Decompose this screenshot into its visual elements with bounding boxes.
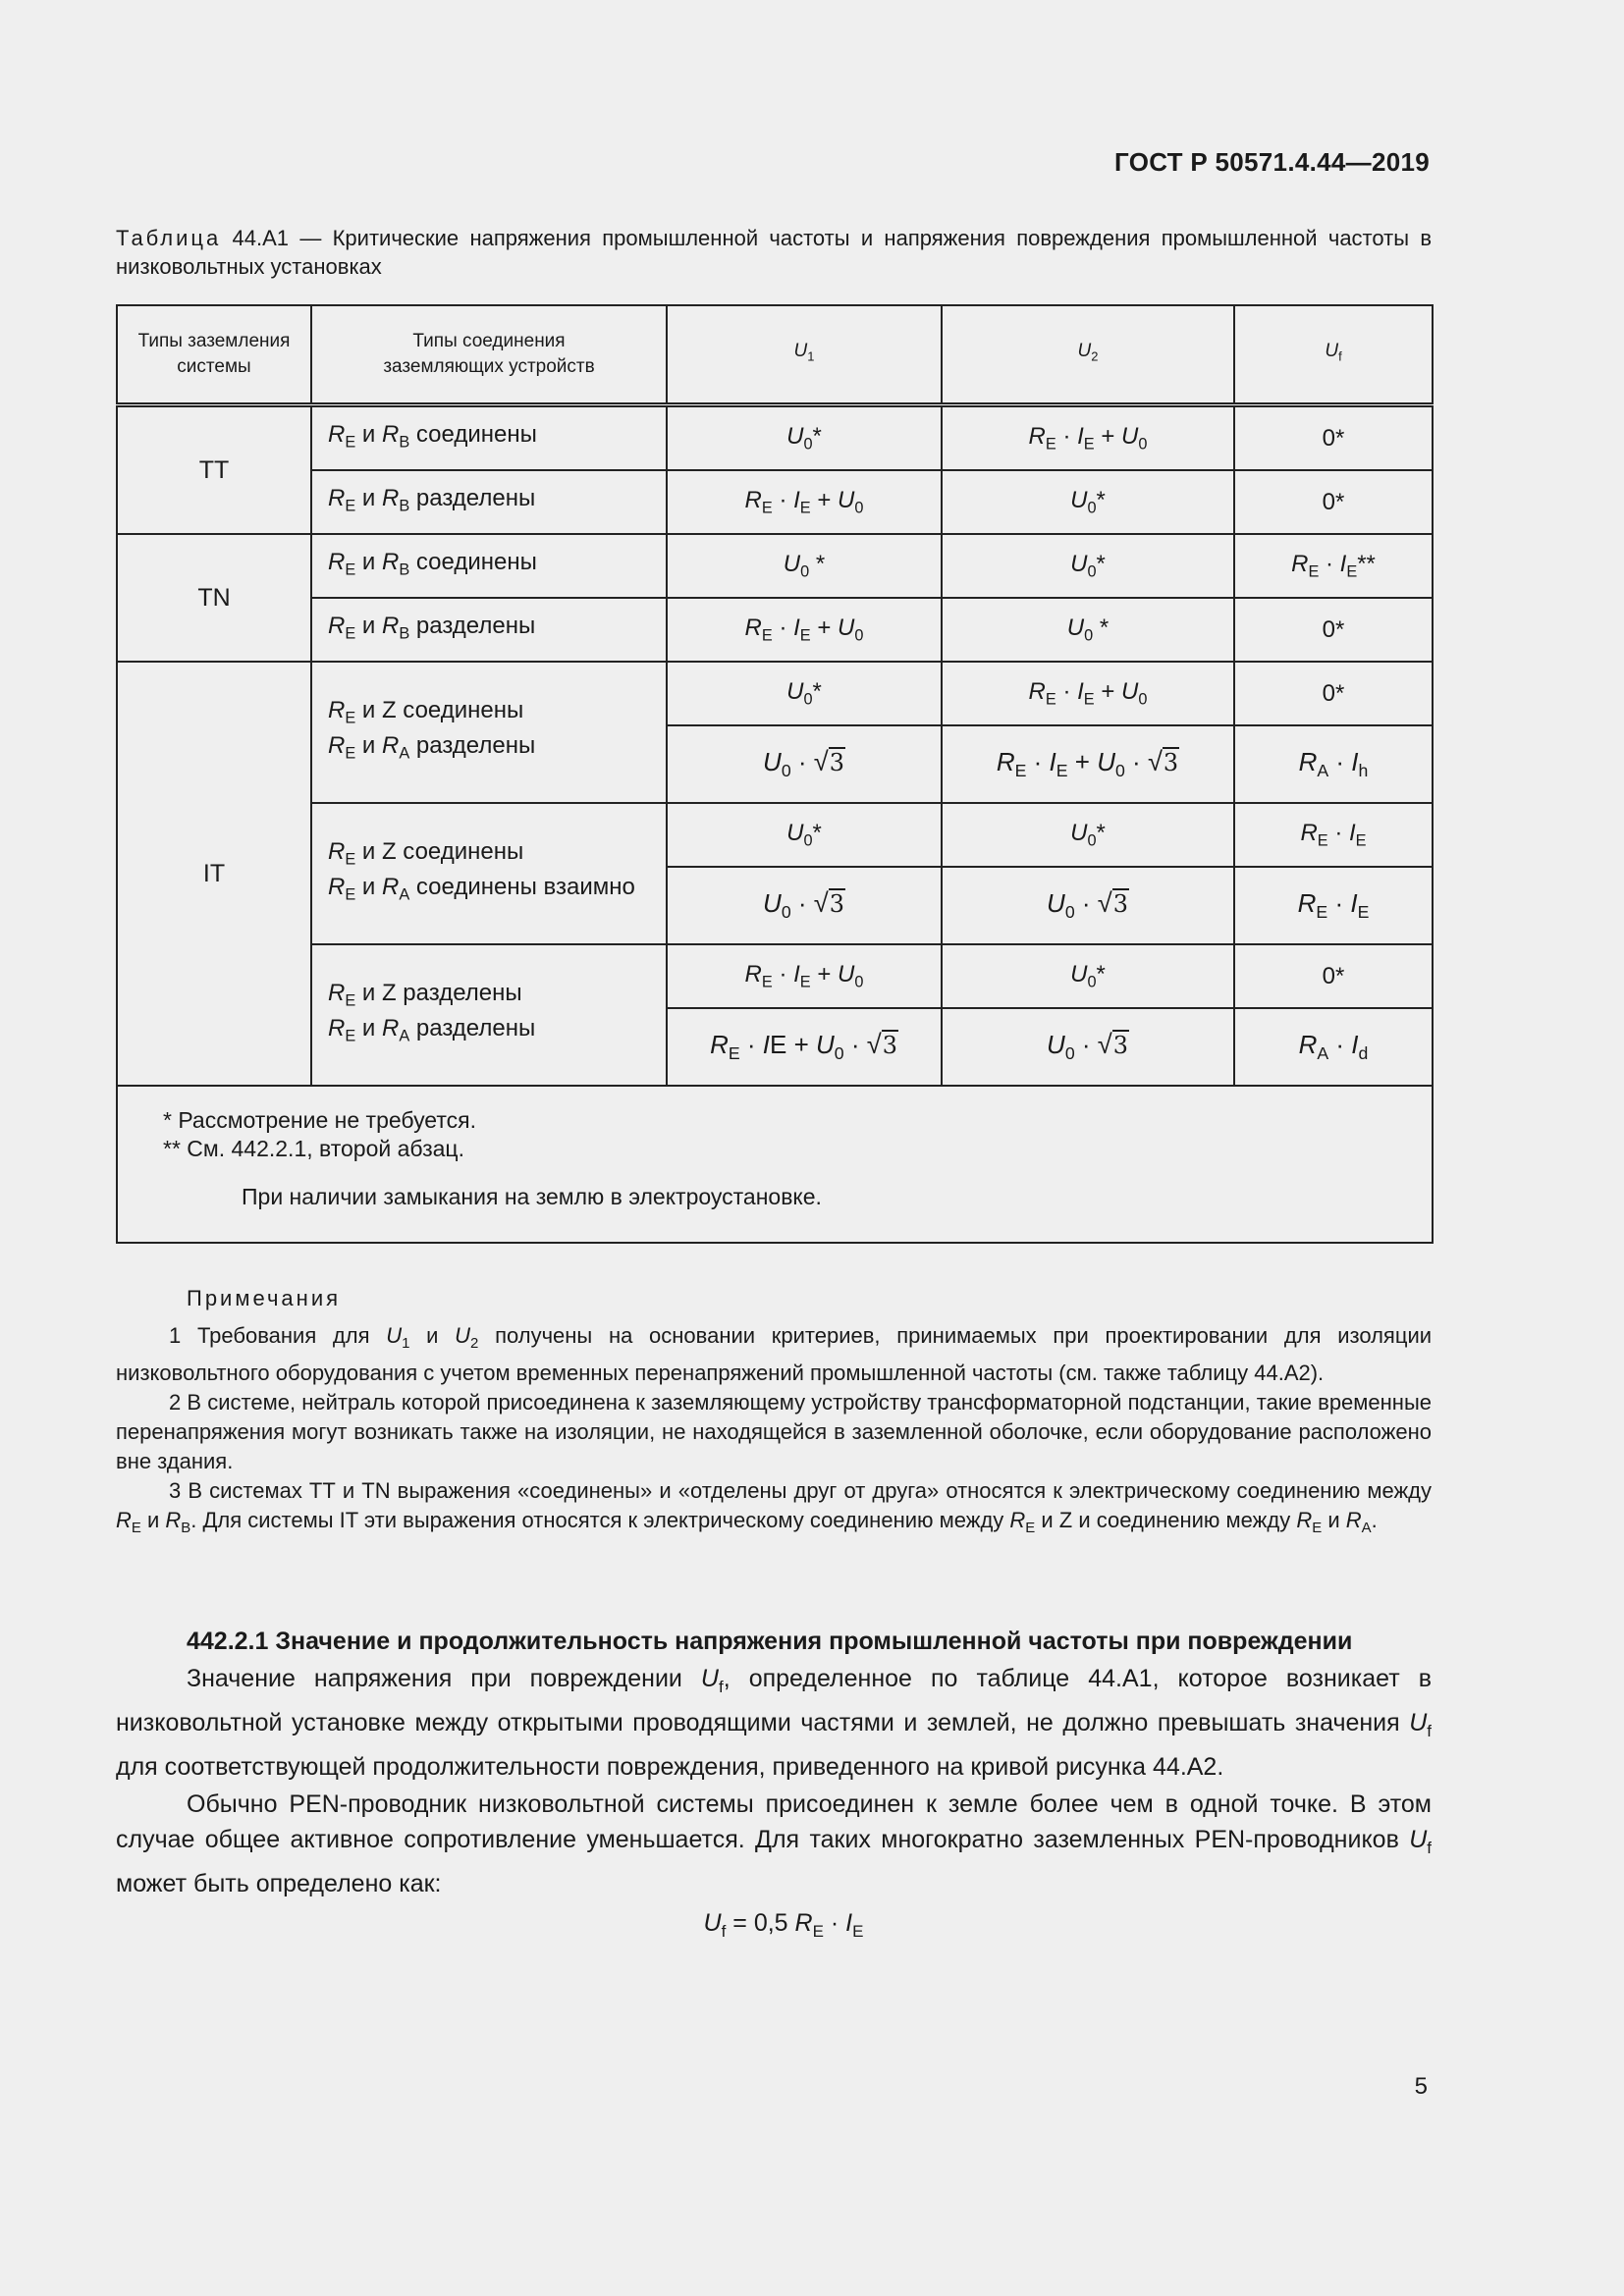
table-row (117, 944, 1433, 1008)
uf-cell: 0* (1234, 662, 1433, 725)
u2-cell: $R_E \cdot I_E + U_0$ (942, 405, 1234, 471)
u2-cell: $U_0$ * (942, 598, 1234, 662)
uf-cell: $R_E \cdot I_E**$ (1234, 534, 1433, 598)
formula: $U_f = 0,5$ $R_E \cdot I_E$ (703, 1908, 864, 1941)
u2-cell: $U_0*$ (942, 534, 1234, 598)
u2-cell: $U_0*$ (942, 470, 1234, 534)
notes-block (116, 1284, 1432, 1543)
header-connection-type: Типы соединения заземляющих устройств (311, 305, 667, 405)
u2-cell: $U_0 \cdot √3$ (942, 867, 1234, 944)
u2-cell: $U_0*$ (942, 944, 1234, 1008)
footnote-2: ** См. 442.2.1, второй абзац. (163, 1136, 464, 1161)
caption-prefix: Таблица (116, 226, 222, 250)
standard-designation: ГОСТ Р 50571.4.44—2019 (1114, 147, 1430, 177)
u2-cell: $R_E \cdot I_E + U_0 \cdot √3$ (942, 725, 1234, 803)
page-number: 5 (1414, 2073, 1428, 2100)
connection-cell: $R_E$ и Z соединены $R_E$ и $R_A$ разделены (311, 662, 667, 803)
u1-cell: $R_E \cdot I_E + U_0$ (667, 944, 942, 1008)
table-row (117, 803, 1433, 867)
section-body (116, 1624, 1432, 1949)
table-footnote-row (117, 1086, 1433, 1243)
connection-cell: $R_E$ и Z разделены $R_E$ и $R_A$ разделены (311, 944, 667, 1086)
uf-cell: 0* (1234, 944, 1433, 1008)
footnote-1: * Рассмотрение не требуется. (163, 1107, 476, 1133)
section-title: 442.2.1 Значение и продолжительность напряжения промышленной частоты при повреждении (187, 1628, 1353, 1655)
u1-cell: $U_0*$ (667, 405, 942, 471)
header-uf: $U_f$ (1234, 305, 1433, 405)
u1-cell: $R_E$ · IE + $U_0 \cdot √3$ (667, 1008, 942, 1086)
note-3: 3 В системах ТТ и TN выражения «соединены» и «отделены друг от друга» относятся к электрическому соединению между $R_E$ и $R_B$. Для системы IT эти выражения относятся к электрическому соединению между $R_E$ и Z и соединению между $R_E$ и $R_A$. (116, 1478, 1432, 1537)
table-row (117, 470, 1433, 534)
table-row (117, 405, 1433, 471)
table-row (117, 598, 1433, 662)
u2-cell: $U_0*$ (942, 803, 1234, 867)
paragraph: Значение напряжения при повреждении $U_f$, определенное по таблице 44.A1, которое возникает в низковольтной установке между открытыми проводящими частями и землей, не должно превышать значения $U_f$ для соответствующей продолжительности повреждения, приведенного на кривой рисунка 44.A2. (116, 1665, 1432, 1781)
u1-cell: $U_0 \cdot √3$ (667, 725, 942, 803)
u2-cell: $U_0 \cdot √3$ (942, 1008, 1234, 1086)
connection-cell: $R_E$ и Z соединены $R_E$ и $R_A$ соединены взаимно (311, 803, 667, 944)
u1-cell: $U_0 \cdot √3$ (667, 867, 942, 944)
system-it: IT (117, 662, 311, 1086)
uf-cell: $R_A \cdot I_d$ (1234, 1008, 1433, 1086)
voltage-table (116, 304, 1434, 1244)
u2-cell: $R_E \cdot I_E + U_0$ (942, 662, 1234, 725)
u1-cell: $U_0*$ (667, 803, 942, 867)
paragraph: Обычно PEN-проводник низковольтной системы присоединен к земле более чем в одной точке. В этом случае общее активное сопротивление уменьшается. Для таких многократно заземленных PEN-проводников $U_f$ может быть определено как: (116, 1789, 1432, 1897)
table-footnotes (117, 1086, 1433, 1243)
connection-cell: $R_E$ и $R_B$ разделены (311, 598, 667, 662)
footnote-3: При наличии замыкания на землю в электроустановке. (242, 1184, 822, 1209)
table-header-row (117, 305, 1433, 405)
uf-cell: $R_A \cdot I_h$ (1234, 725, 1433, 803)
table-row (117, 662, 1433, 725)
u1-cell: $R_E \cdot I_E + U_0$ (667, 470, 942, 534)
uf-cell: 0* (1234, 470, 1433, 534)
table-caption (116, 224, 1432, 281)
uf-cell: $R_E \cdot I_E$ (1234, 867, 1433, 944)
uf-cell: 0* (1234, 405, 1433, 471)
uf-cell: $R_E \cdot I_E$ (1234, 803, 1433, 867)
table-row (117, 534, 1433, 598)
u1-cell: $R_E \cdot I_E + U_0$ (667, 598, 942, 662)
u1-cell: $U_0$ * (667, 534, 942, 598)
u1-cell: $U_0*$ (667, 662, 942, 725)
header-u2: $U_2$ (942, 305, 1234, 405)
header-system-type: Типы заземления системы (117, 305, 311, 405)
note-1: 1 Требования для $U_1$ и $U_2$ получены на основании критериев, принимаемых при проектировании для изоляции низковольтного оборудования с учетом временных перенапряжений промышленной частоты (см. также таблицу 44.A2). (116, 1323, 1433, 1386)
notes-heading: Примечания (187, 1286, 342, 1310)
connection-cell: $R_E$ и $R_B$ разделены (311, 470, 667, 534)
connection-cell: $R_E$ и $R_B$ соединены (311, 534, 667, 598)
system-tt: TT (117, 405, 311, 535)
uf-cell: 0* (1234, 598, 1433, 662)
note-2: 2 В системе, нейтраль которой присоединена к заземляющему устройству трансформаторной подстанции, такие временные перенапряжения могут возникать также на изоляции, не находящейся в заземленной оболочке, если оборудование расположено вне здания. (116, 1390, 1432, 1474)
header-u1: $U_1$ (667, 305, 942, 405)
system-tn: TN (117, 534, 311, 662)
caption-text: 44.A1 — Критические напряжения промышленной частоты и напряжения повреждения промышленной частоты в низковольтных установках (116, 226, 1432, 279)
connection-cell: $R_E$ и $R_B$ соединены (311, 405, 667, 471)
